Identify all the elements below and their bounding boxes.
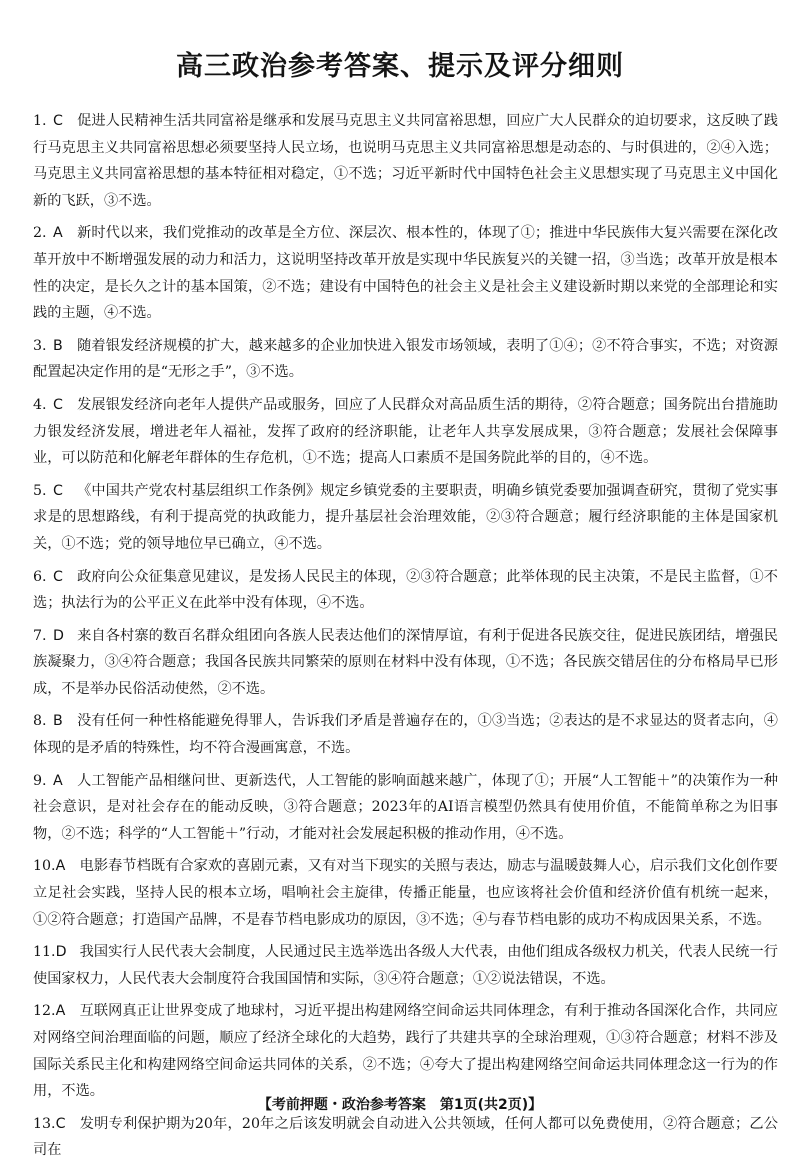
answer-item [33, 623, 778, 703]
question-number: 2. [33, 225, 47, 242]
answer-item [33, 220, 778, 326]
explanation-text: 电影春节档既有合家欢的喜剧元素，又有对当下现实的关照与表达，励志与温暖鼓舞人心，启示我们文化创作要立足社会实践，坚持人民的根本立场，唱响社会主旋律，传播正能量，也应该将社会价值和经济价值有机统一起来，①②符合题意；打造国产品牌，不是春节档电影成功的原因，③不选；④与春节档电影的成功不构成因果关系，不选。 [33, 858, 778, 928]
answer-letter: C [53, 113, 63, 129]
explanation-text: 发明专利保护期为20年，20年之后该发明就会自动进入公共领域，任何人都可以免费使用，②符合题意；乙公司在 [33, 1115, 778, 1159]
question-number: 1. [33, 113, 47, 129]
explanation-text: 没有任何一种性格能避免得罪人，告诉我们矛盾是普遍存在的，①③当选；②表达的是不求显达的贤者志向，④体现的是矛盾的特殊性，均不符合漫画寓意，不选。 [33, 713, 778, 757]
explanation-text: 发展银发经济向老年人提供产品或服务，回应了人民群众对高品质生活的期待，②符合题意；国务院出台措施助力银发经济发展，增进老年人福祉，发挥了政府的经济职能，让老年人共享发展成果，③符合题意；发展社会保障事业，可以防范和化解老年群体的生存危机，①不选；提高人口素质不是国务院此举的目的，④不选。 [33, 396, 778, 467]
answer-item [33, 392, 778, 472]
explanation-text: 《中国共产党农村基层组织工作条例》规定乡镇党委的主要职责，明确乡镇党委要加强调查研究，贯彻了党实事求是的思想路线，有利于提高党的执政能力，提升基层社会治理效能，②③符合题意；履行经济职能的主体是国家机关，①不选；党的领导地位早已确立，④不选。 [33, 482, 778, 552]
explanation-text: 促进人民精神生活共同富裕是继承和发展马克思主义共同富裕思想，回应广大人民群众的迫切要求，这反映了践行马克思主义共同富裕思想必须要坚持人民立场，也说明马克思主义共同富裕思想是动态的、与时俱进的，②④入选；马克思主义共同富裕思想的基本特征相对稳定，①不选；习近平新时代中国特色社会主义思想实现了马克思主义中国化新的飞跃，③不选。 [33, 113, 778, 209]
answer-item [33, 939, 778, 992]
explanation-text: 来自各村寨的数百名群众组团向各族人民表达他们的深情厚谊，有利于促进各民族交往，促进民族团结，增强民族凝聚力，③④符合题意；我国各民族共同繁荣的原则在材料中没有体现，①不选；各民族交错居住的分布格局早已形成，不是举办民俗活动使然，②不选。 [33, 627, 778, 697]
answer-item [33, 998, 778, 1104]
question-number: 11. [33, 944, 56, 961]
answer-item [33, 1111, 778, 1164]
question-number: 6. [33, 568, 47, 585]
answer-letter: D [55, 944, 67, 961]
answer-letter: C [55, 1115, 66, 1132]
answer-letter: C [53, 482, 63, 499]
answer-letter: A [55, 1003, 66, 1020]
answer-letter: D [53, 627, 64, 644]
answer-list [33, 108, 778, 1170]
question-number: 13. [33, 1115, 56, 1132]
answer-letter: B [53, 713, 63, 730]
question-number: 7. [33, 627, 47, 644]
answer-item [33, 708, 778, 761]
explanation-text: 人工智能产品相继问世、更新迭代，人工智能的影响面越来越广，体现了①；开展“人工智能＋”的决策作为一种社会意识，是对社会存在的能动反映，③符合题意；2023年的AI语言模型仍然具有使用价值，不能简单称之为旧事物，②不选；科学的“人工智能＋”行动，才能对社会发展起积极的推动作用，④不选。 [33, 772, 778, 842]
answer-item [33, 853, 778, 933]
answer-letter: A [55, 858, 66, 875]
page-footer: 【考前押题・政治参考答案 第1页(共2页)】 [257, 1097, 543, 1113]
explanation-text: 随着银发经济规模的扩大，越来越多的企业加快进入银发市场领域，表明了①④；②不符合事实，不选；对资源配置起决定作用的是“无形之手”，③不选。 [33, 337, 778, 381]
question-number: 5. [33, 482, 47, 499]
explanation-text: 互联网真正让世界变成了地球村，习近平提出构建网络空间命运共同体理念，有利于推动各国深化合作，共同应对网络空间治理面临的问题，顺应了经济全球化的大趋势，践行了共建共享的全球治理观，①③符合题意；材料不涉及国际关系民主化和构建网络空间命运共同体的关系，②不选；④夸大了提出构建网络空间命运共同体理念这一行为的作用，不选。 [33, 1003, 778, 1100]
question-number: 4. [33, 396, 47, 413]
question-number: 3. [33, 337, 47, 354]
question-number: 12. [33, 1003, 56, 1020]
explanation-text: 政府向公众征集意见建议，是发扬人民民主的体现，②③符合题意；此举体现的民主决策，不是民主监督，①不选；执法行为的公平正义在此举中没有体现，④不选。 [33, 568, 778, 612]
question-number: 8. [33, 713, 47, 730]
answer-item [33, 108, 778, 214]
answer-letter: A [53, 772, 63, 789]
question-number: 10. [33, 858, 56, 875]
answer-item [33, 564, 778, 617]
answer-letter: C [53, 396, 63, 413]
answer-letter: C [53, 568, 63, 585]
explanation-text: 新时代以来，我们党推动的改革是全方位、深层次、根本性的，体现了①；推进中华民族伟大复兴需要在深化改革开放中不断增强发展的动力和活力，这说明坚持改革开放是实现中华民族复兴的关键一招，③当选；改革开放是根本性的决定，是长久之计的基本国策，②不选；建设有中国特色的社会主义是社会主义建设新时期以来党的全部理论和实践的主题，④不选。 [33, 225, 778, 322]
answer-item [33, 478, 778, 558]
answer-item [33, 333, 778, 386]
answer-item [33, 768, 778, 848]
question-number: 9. [33, 772, 47, 789]
page-title: 高三政治参考答案、提示及评分细则 [176, 51, 624, 82]
answer-letter: B [53, 337, 63, 354]
answer-letter: A [53, 225, 63, 242]
explanation-text: 我国实行人民代表大会制度，人民通过民主选举选出各级人大代表，由他们组成各级权力机关，代表人民统一行使国家权力，人民代表大会制度符合我国国情和实际，③④符合题意；①②说法错误，不选。 [33, 944, 778, 987]
